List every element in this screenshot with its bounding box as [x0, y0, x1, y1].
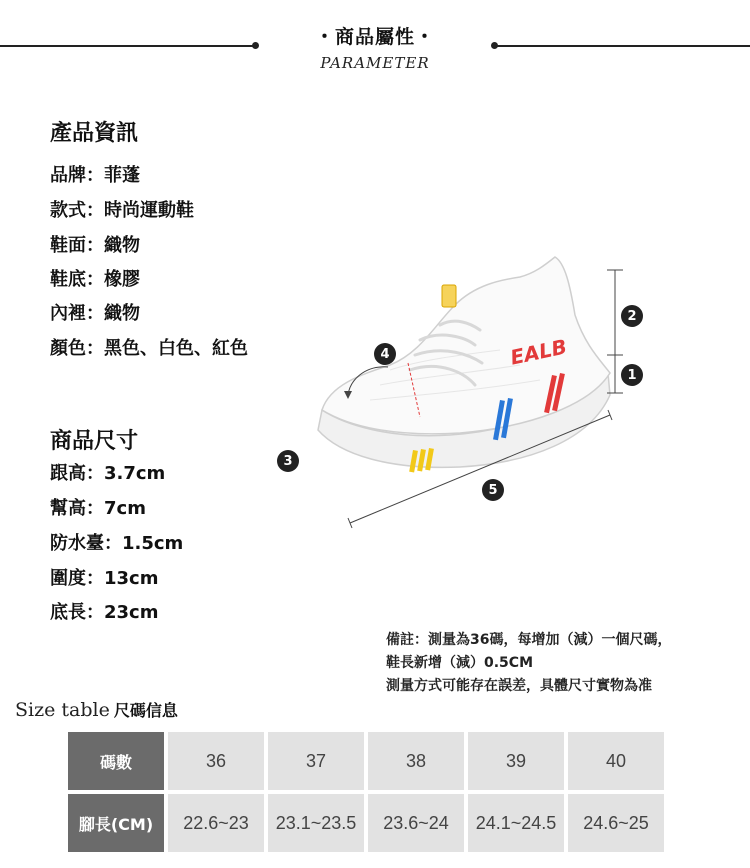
size-row-platform: 防水臺：1.5cm	[50, 533, 184, 554]
marker-1: 1	[621, 364, 643, 386]
table-row-header-size: 碼數	[68, 732, 164, 790]
info-row-color: 顏色：黑色、白色、紅色	[50, 338, 248, 359]
info-row-brand: 品牌：菲蓬	[50, 165, 140, 186]
shoe-brand-logo: EALB	[508, 334, 570, 370]
marker-3: 3	[277, 450, 299, 472]
info-row-lining: 內裡：織物	[50, 303, 140, 324]
header-title: ・商品屬性・	[314, 26, 435, 48]
info-row-style: 款式：時尚運動鞋	[50, 200, 194, 221]
size-row-heel: 跟高：3.7cm	[50, 463, 166, 484]
table-cell: 23.1~23.5	[268, 794, 364, 852]
size-table-title	[15, 698, 178, 721]
info-row-upper: 鞋面：織物	[50, 235, 140, 256]
size-row-girth: 圍度：13cm	[50, 568, 159, 589]
table-cell: 38	[368, 732, 464, 790]
marker-2: 2	[621, 305, 643, 327]
size-table-title-en: Size table	[15, 699, 110, 721]
size-title: 商品尺寸	[50, 429, 139, 454]
shoe-illustration	[270, 245, 650, 535]
info-title: 產品資訊	[50, 121, 139, 146]
note-line-3: 測量方式可能存在誤差，具體尺寸實物為准	[386, 678, 652, 694]
table-cell: 40	[568, 732, 664, 790]
size-row-top: 幫高：7cm	[50, 498, 146, 519]
marker-4: 4	[374, 343, 396, 365]
table-cell: 24.1~24.5	[468, 794, 564, 852]
table-cell: 36	[168, 732, 264, 790]
info-row-sole: 鞋底：橡膠	[50, 269, 140, 290]
table-cell: 37	[268, 732, 364, 790]
table-cell: 24.6~25	[568, 794, 664, 852]
marker-5: 5	[482, 479, 504, 501]
note-line-1: 備註：測量為36碼，每增加（減）一個尺碼，	[386, 632, 672, 648]
size-row-length: 底長：23cm	[50, 602, 159, 623]
table-row-header-foot-length: 腳長(CM)	[68, 794, 164, 852]
table-cell: 23.6~24	[368, 794, 464, 852]
header-subtitle: PARAMETER	[320, 54, 430, 72]
table-cell: 39	[468, 732, 564, 790]
table-cell: 22.6~23	[168, 794, 264, 852]
size-table-title-zh: 尺碼信息	[113, 701, 178, 720]
note-line-2: 鞋長新增（減）0.5CM	[386, 655, 534, 671]
